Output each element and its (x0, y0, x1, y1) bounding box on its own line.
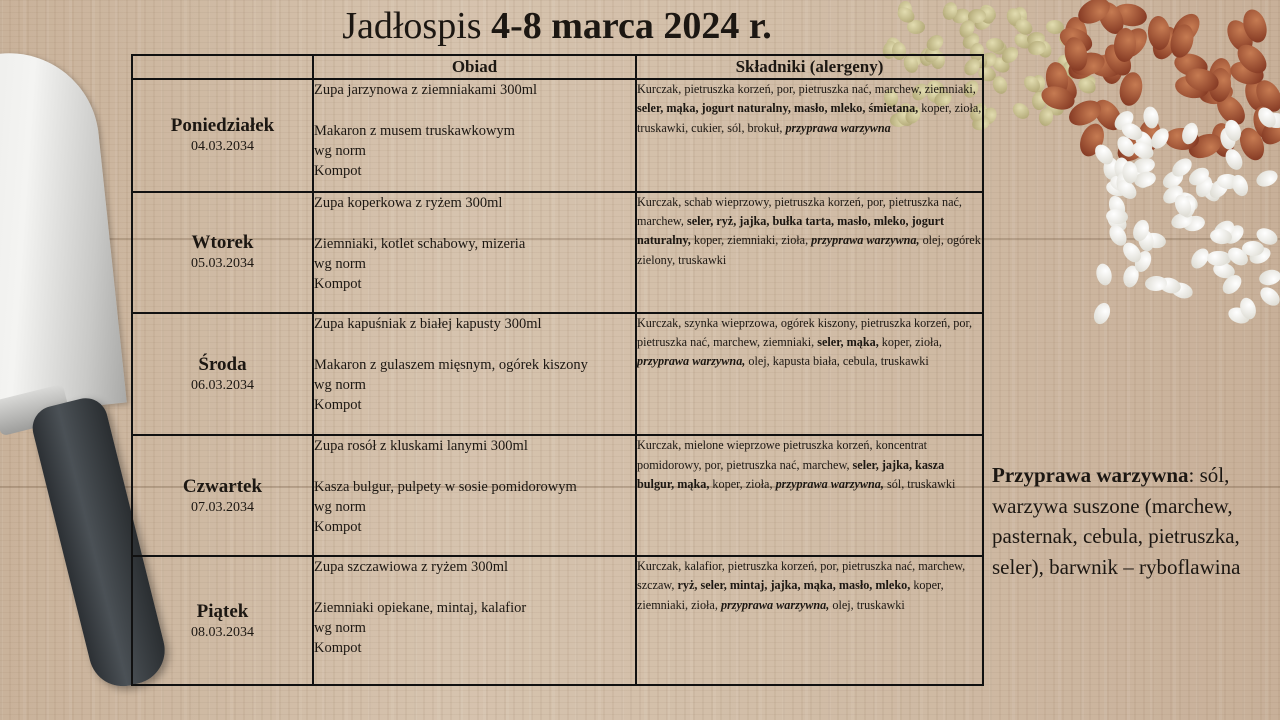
dish-line: Makaron z gulaszem mięsnym, ogórek kiszony (314, 356, 588, 373)
white-bean (1258, 267, 1280, 287)
white-bean (1094, 262, 1114, 287)
dish-line: Zupa szczawiowa z ryżem 300ml (314, 559, 509, 576)
day-name: Wtorek (191, 232, 254, 254)
dish-line: Makaron z musem truskawkowym (314, 123, 515, 139)
ingredients-cell (636, 192, 983, 313)
dish-line (314, 456, 635, 477)
header-skladniki: Składniki (alergeny) (636, 55, 983, 79)
ingredient-text: koper, ziemniaki, zioła, (690, 233, 812, 248)
header-empty (132, 55, 313, 79)
ingredient-text: Kurczak, szynka wieprzowa, ogórek kiszony, pietruszka korzeń, por, pietruszka nać, marchew, ziemniaki, (637, 315, 973, 349)
dish-line: Zupa rosół z kluskami lanymi 300ml (314, 438, 528, 455)
dish-cell (313, 79, 636, 192)
ingredient-text: koper, zioła, truskawki, cukier, sól, brokuł, (637, 101, 982, 135)
seasoning-text: przyprawa warzywna, (720, 597, 830, 612)
dish-cell (313, 556, 636, 685)
title-date-range: 4-8 marca 2024 r. (491, 5, 772, 47)
day-date: 04.03.2034 (191, 139, 254, 155)
ingredient-text: Kurczak, mielone wieprzowe pietruszka korzeń, koncentrat pomidorowy, por, pietruszka nać, marchew, (637, 438, 928, 472)
table-row (132, 79, 983, 192)
seasoning-text: przyprawa warzywna, (775, 476, 884, 491)
table-header-row (132, 55, 983, 79)
dish-cell (313, 192, 636, 313)
dish-line: Zupa kapuśniak z białej kapusty 300ml (314, 315, 542, 332)
dish-cell (313, 435, 636, 556)
ingredient-text: koper, zioła, (878, 334, 942, 349)
ingredient-text: koper, zioła, (709, 476, 776, 491)
ingredient-text: Kurczak, kalafior, pietruszka korzeń, por, pietruszka nać, marchew, szczaw, (637, 559, 966, 593)
day-cell (132, 192, 313, 313)
allergen-text: seler, jajka, kasza bulgur, mąka, (637, 457, 945, 491)
ingredient-text: Kurczak, pietruszka korzeń, por, pietruszka nać, marchew, ziemniaki, (637, 82, 976, 96)
dish-cell (313, 313, 636, 436)
table-row (132, 313, 983, 436)
white-bean (1230, 173, 1252, 199)
allergen-text: seler, ryż, jajka, bułka tarta, masło, mleko, jogurt naturalny, (637, 214, 945, 248)
seasoning-text: przyprawa warzywna (785, 120, 891, 135)
day-cell (132, 313, 313, 436)
page-title (0, 4, 1114, 48)
seasoning-text: przyprawa warzywna, (811, 233, 920, 248)
header-obiad: Obiad (313, 55, 636, 79)
day-date: 06.03.2034 (191, 377, 254, 393)
note-text: : sól, warzywa suszone (marchew, pasternak, cebula, pietruszka, seler), barwnik – ryboflawina (992, 463, 1241, 579)
ingredient-text: koper, ziemniaki, zioła, (637, 578, 944, 612)
ingredients-cell (636, 79, 983, 192)
day-name: Piątek (196, 600, 249, 622)
day-name: Poniedziałek (170, 115, 275, 137)
dish-line: wg norm (314, 255, 366, 272)
dish-line: Kompot (314, 519, 362, 536)
white-bean (1257, 283, 1280, 309)
dish-line: Kompot (314, 640, 362, 657)
dish-line: wg norm (314, 499, 366, 516)
day-cell (132, 556, 313, 685)
ingredient-text: olej, truskawki (829, 597, 905, 612)
day-date: 05.03.2034 (191, 256, 254, 272)
dish-line (314, 100, 635, 121)
day-date: 08.03.2034 (191, 624, 254, 640)
ingredient-text: Kurczak, schab wieprzowy, pietruszka korzeń, por, pietruszka nać, marchew, (637, 194, 962, 229)
seasoning-text: przyprawa warzywna, (637, 354, 746, 369)
white-bean (1206, 251, 1229, 267)
dish-line: Ziemniaki opiekane, mintaj, kalafior (314, 600, 527, 617)
white-bean (1091, 300, 1113, 326)
ingredient-text: sól, truskawki (883, 476, 956, 491)
ingredient-text: olej, ogórek zielony, truskawki (637, 233, 981, 267)
dish-line: wg norm (314, 376, 366, 393)
dish-line: Kompot (314, 275, 362, 292)
dish-line: Zupa jarzynowa z ziemniakami 300ml (314, 82, 538, 98)
dish-line (314, 213, 635, 234)
seasoning-note (992, 460, 1272, 582)
day-name: Czwartek (182, 475, 263, 497)
dish-line: Zupa koperkowa z ryżem 300ml (314, 194, 503, 211)
allergen-text: seler, mąka, (817, 334, 879, 349)
day-date: 07.03.2034 (191, 499, 254, 515)
dish-line (314, 334, 635, 355)
day-cell (132, 79, 313, 192)
knife-blade (0, 44, 127, 418)
dish-line (314, 577, 635, 598)
white-bean (1242, 241, 1264, 256)
dish-line: Kompot (314, 396, 362, 413)
day-name: Środa (198, 353, 247, 375)
allergen-text: ryż, seler, mintaj, jajka, mąka, masło, mleko, (677, 578, 911, 593)
white-bean (1254, 167, 1280, 189)
ingredients-cell (636, 556, 983, 685)
dish-line: wg norm (314, 143, 366, 159)
table-row (132, 435, 983, 556)
table-row (132, 192, 983, 313)
ingredients-cell (636, 313, 983, 436)
dish-line: Kasza bulgur, pulpety w sosie pomidorowym (314, 479, 577, 496)
lentil-bean (1010, 100, 1033, 122)
dish-line: wg norm (314, 620, 366, 637)
dish-line: Kompot (314, 163, 362, 179)
menu-table (131, 54, 984, 686)
dish-line: Ziemniaki, kotlet schabowy, mizeria (314, 235, 526, 252)
allergen-text: seler, mąka, jogurt naturalny, masło, mleko, śmietana, (637, 101, 919, 116)
table-row (132, 556, 983, 685)
title-prefix: Jadłospis (342, 5, 482, 47)
note-label: Przyprawa warzywna (992, 463, 1189, 487)
ingredients-cell (636, 435, 983, 556)
day-cell (132, 435, 313, 556)
lentil-bean (990, 74, 1009, 96)
kidney-bean (1113, 27, 1137, 62)
ingredient-text: olej, kapusta biała, cebula, truskawki (745, 354, 929, 369)
